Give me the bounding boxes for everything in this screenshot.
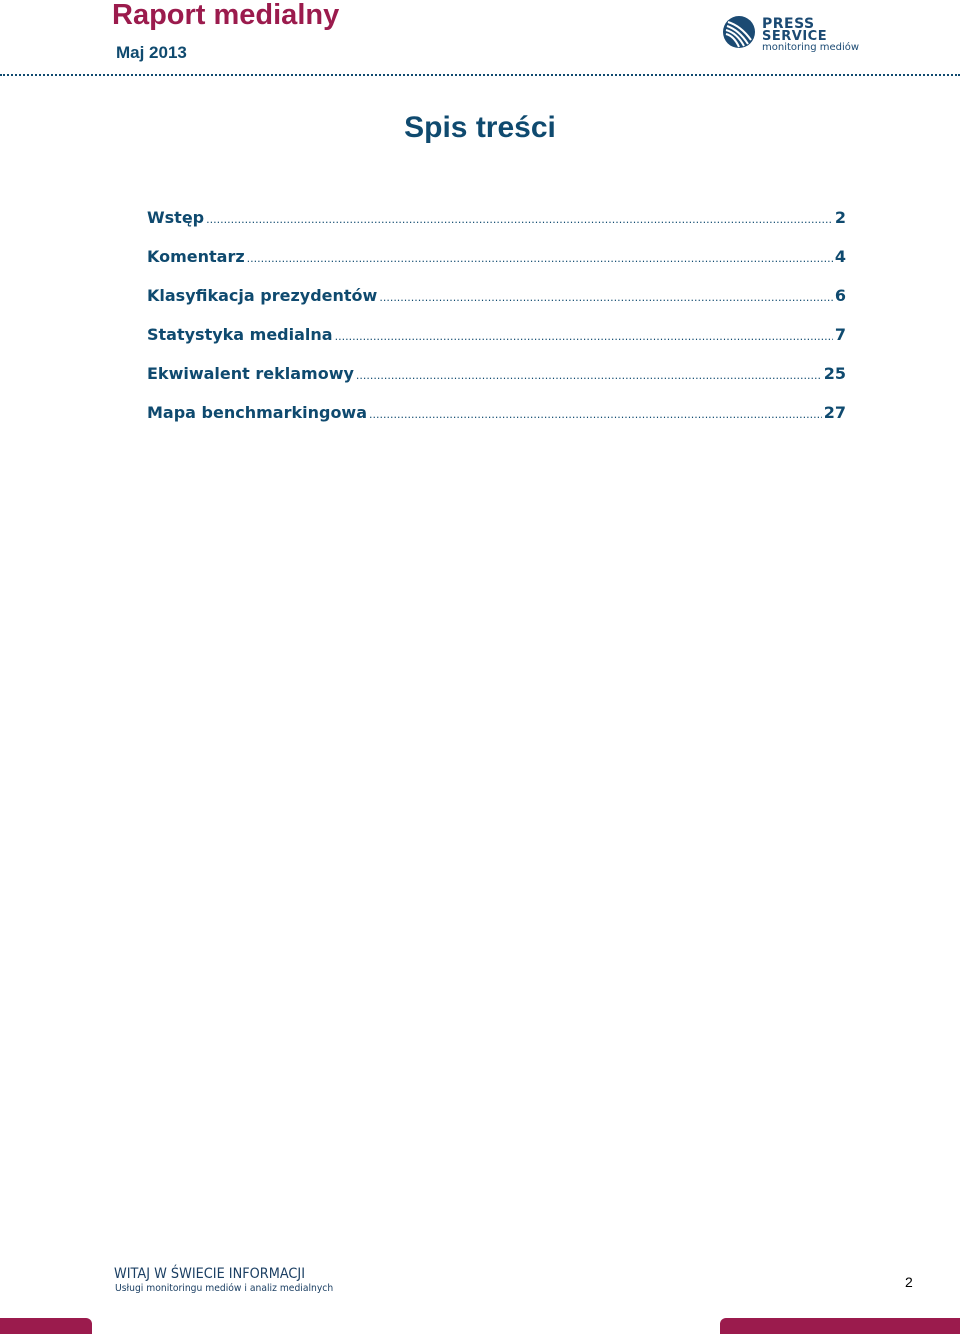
toc-entry-page: 4 [834, 247, 846, 266]
toc-entry-label: Klasyfikacja prezydentów [147, 286, 378, 305]
logo-tagline: monitoring mediów [762, 42, 860, 53]
toc-entry-label: Mapa benchmarkingowa [147, 403, 368, 422]
report-title: Raport medialny [112, 0, 340, 31]
toc-entry-klasyfikacja-prezydentow[interactable] [147, 286, 846, 325]
toc-entry-label: Komentarz [147, 247, 245, 266]
toc-entry-page: 27 [823, 403, 846, 422]
toc-entry-page: 2 [834, 208, 846, 227]
toc-title: Spis treści [404, 111, 556, 144]
report-date: Maj 2013 [116, 43, 187, 62]
toc-dot-leader [379, 291, 833, 304]
press-service-logo-icon [722, 15, 756, 49]
toc-entry-label: Ekwiwalent reklamowy [147, 364, 354, 383]
footer-subtitle: Usługi monitoringu mediów i analiz medialnych [115, 1283, 334, 1294]
logo-word-service: SERVICE [762, 29, 828, 44]
footer-accent-bar-right [720, 1318, 960, 1334]
header-divider [0, 74, 960, 76]
toc-entry-page: 6 [834, 286, 846, 305]
toc-entry-ekwiwalent-reklamowy[interactable] [147, 364, 846, 403]
footer-slogan: WITAJ W ŚWIECIE INFORMACJI [114, 1266, 306, 1282]
toc-dot-leader [247, 252, 833, 265]
toc-entry-page: 25 [823, 364, 846, 383]
footer-accent-bar-left [0, 1318, 92, 1334]
toc-dot-leader [369, 408, 822, 421]
toc-entry-statystyka-medialna[interactable] [147, 325, 846, 364]
logo-word-press: PRESS [762, 16, 815, 32]
page-number: 2 [905, 1274, 913, 1290]
toc-entry-label: Statystyka medialna [147, 325, 333, 344]
press-service-logo [722, 14, 862, 54]
toc-entry-label: Wstęp [147, 208, 205, 227]
toc-dot-leader [356, 369, 822, 382]
toc-dot-leader [206, 213, 833, 226]
toc-entry-mapa-benchmarkingowa[interactable] [147, 403, 846, 442]
toc-entry-komentarz[interactable] [147, 247, 846, 286]
toc-entry-page: 7 [834, 325, 846, 344]
toc-dot-leader [335, 330, 833, 343]
toc-entry-wstep[interactable] [147, 208, 846, 247]
table-of-contents [147, 208, 846, 442]
